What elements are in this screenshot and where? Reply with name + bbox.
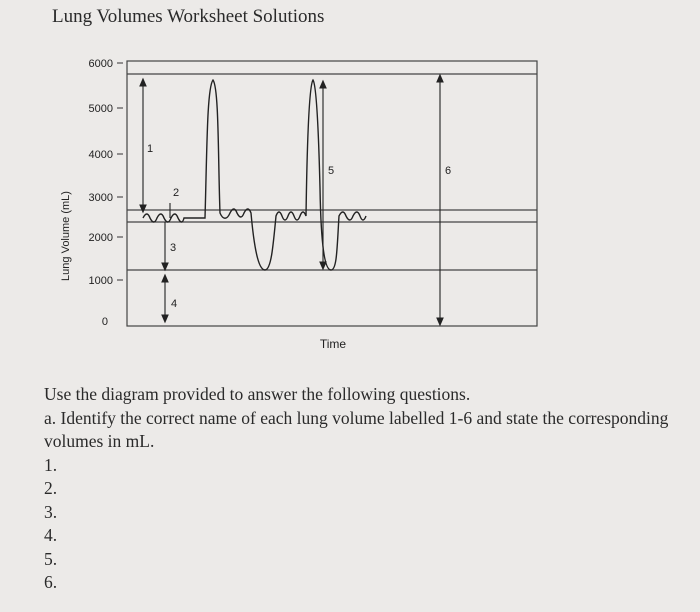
region-label-1: 1 — [147, 143, 154, 155]
y-axis-label: Lung Volume (mL) — [60, 191, 72, 281]
region-label-4: 4 — [171, 298, 178, 310]
question-part-a: a. Identify the correct name of each lung volume labelled 1-6 and state the corresponding volumes in mL. — [44, 407, 669, 451]
y-tick-5000: 5000 — [88, 103, 113, 115]
x-axis-label: Time — [319, 337, 347, 351]
y-tick-0: 0 — [101, 316, 108, 328]
y-tick-4000: 4000 — [88, 149, 113, 161]
region-label-5: 5 — [328, 165, 335, 177]
answer-item-4: 4. — [44, 525, 58, 545]
questions-intro: Use the diagram provided to answer the following questions. — [44, 384, 471, 404]
diagram-frame — [127, 61, 537, 326]
region-label-6: 6 — [445, 165, 452, 177]
y-tick-3000: 3000 — [88, 192, 113, 204]
answer-item-5: 5. — [44, 548, 58, 569]
answer-item-6: 6. — [44, 572, 58, 592]
answer-item-1: 1. — [44, 454, 58, 475]
answer-list — [44, 454, 684, 595]
lung-volume-diagram — [55, 48, 575, 358]
y-tick-6000: 6000 — [88, 58, 113, 70]
questions-section — [44, 383, 684, 595]
page-title: Lung Volumes Worksheet Solutions — [52, 6, 325, 27]
y-tick-2000: 2000 — [88, 232, 113, 244]
region-label-2: 2 — [173, 187, 180, 199]
answer-item-3: 3. — [44, 501, 58, 522]
y-tick-1000: 1000 — [88, 275, 113, 287]
answer-item-2: 2. — [44, 478, 58, 498]
region-label-3: 3 — [170, 242, 177, 254]
